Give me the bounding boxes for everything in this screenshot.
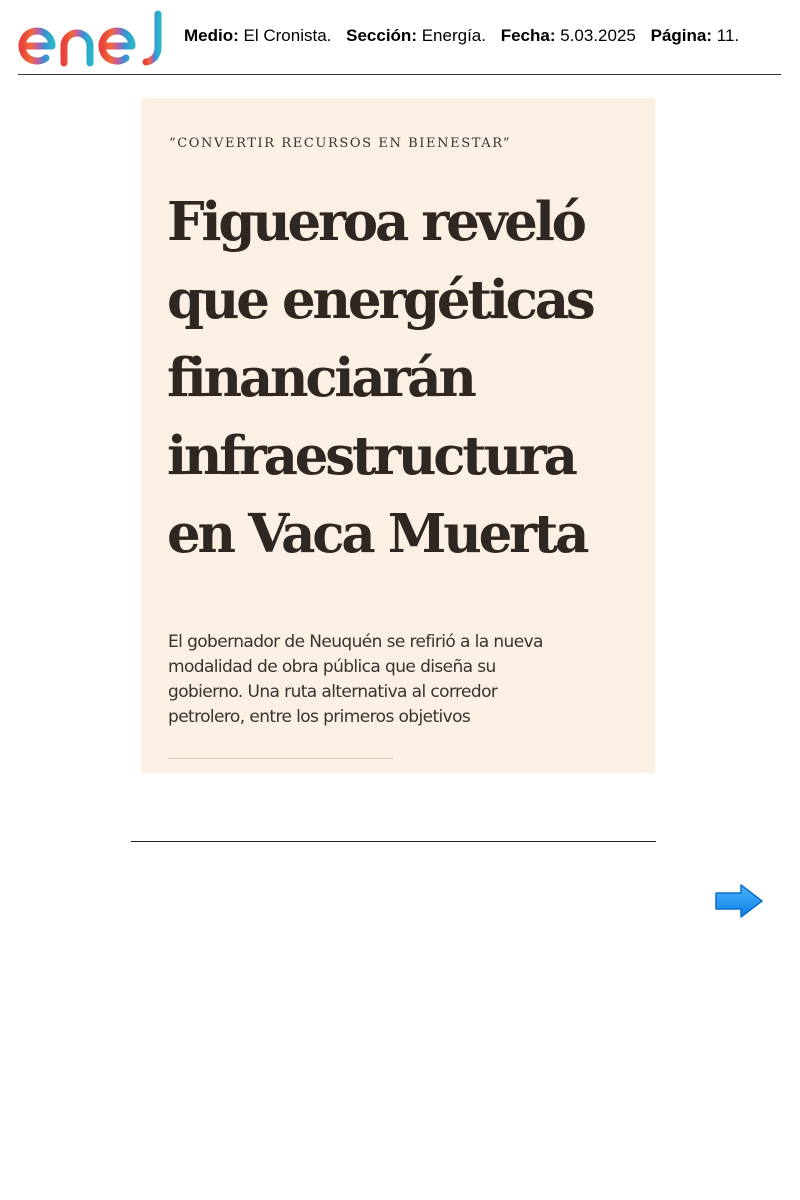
headline-line: en Vaca Muerta — [167, 503, 587, 565]
fecha-value: 5.03.2025 — [560, 26, 636, 45]
headline-line: financiarán — [167, 347, 474, 409]
fecha-label: Fecha: — [500, 26, 556, 45]
clipping-divider — [168, 758, 393, 759]
pagina-value: 11. — [716, 26, 740, 45]
article-clipping — [141, 98, 655, 773]
headline-line: infraestructura — [167, 425, 575, 487]
headline-line: Figueroa reveló — [167, 191, 584, 253]
article-headline — [167, 183, 647, 573]
article-kicker: “CONVERTIR RECURSOS EN BIENESTAR” — [169, 136, 512, 151]
deck-line: modalidad de obra pública que diseña su — [168, 657, 496, 677]
deck-line: El gobernador de Neuquén se refirió a la nueva — [168, 632, 543, 652]
enel-logo — [18, 8, 170, 68]
medio-value: El Cronista. — [243, 26, 332, 45]
article-deck — [168, 630, 638, 730]
seccion-value: Energía. — [421, 26, 486, 45]
deck-line: petrolero, entre los primeros objetivos — [168, 707, 471, 727]
header-divider — [18, 74, 781, 75]
page-divider — [131, 841, 656, 842]
headline-line: que energéticas — [167, 269, 593, 331]
arrow-right-icon[interactable] — [713, 883, 765, 919]
deck-line: gobierno. Una ruta alternativa al corredor — [168, 682, 498, 702]
seccion-label: Sección: — [346, 26, 417, 45]
medio-label: Medio: — [184, 26, 239, 45]
header-metadata — [184, 26, 739, 46]
pagina-label: Página: — [650, 26, 713, 45]
